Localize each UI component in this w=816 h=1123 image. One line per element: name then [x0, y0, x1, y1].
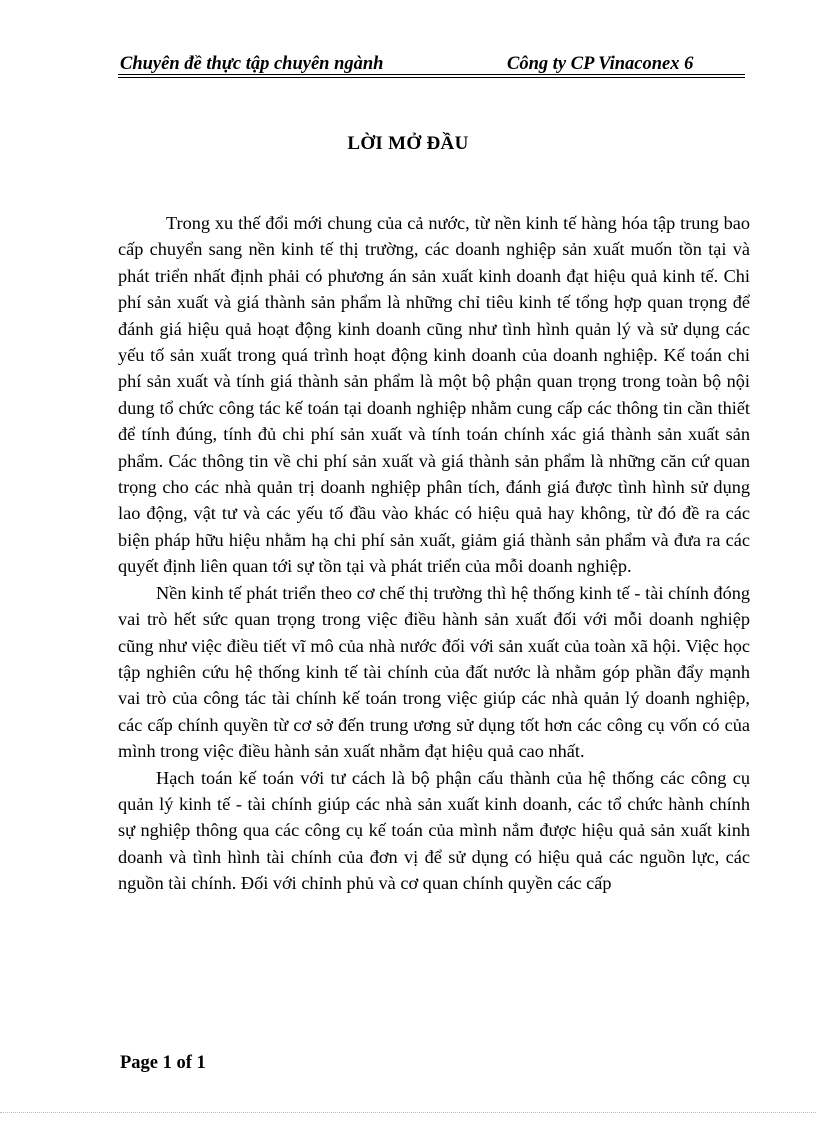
document-title: LỜI MỞ ĐẦU [347, 133, 469, 154]
header-rule-top [118, 74, 745, 75]
paragraph-1: Trong xu thế đổi mới chung của cả nước, từ nền kinh tế hàng hóa tập trung bao cấp chuyển sang nền kinh tế thị trường, các doanh nghiệp sản xuất muốn tồn tại và phát triển nhất định phải có phương án sản xuất kinh doanh đạt hiệu quả kinh tế. Chi phí sản xuất và giá thành sản phẩm là những chỉ tiêu kinh tế tổng hợp quan trọng để đánh giá hiệu quả hoạt động kinh doanh cũng như tình hình quản lý và sử dụng các yếu tố sản xuất trong quá trình hoạt động kinh doanh của doanh nghiệp. Kế toán chi phí sản xuất và tính giá thành sản phẩm là một bộ phận quan trọng trong toàn bộ nội dung tổ chức công tác kế toán tại doanh nghiệp nhằm cung cấp các thông tin cần thiết để tính đúng, tính đủ chi phí sản xuất và tính toán chính xác giá thành sản xuất sản phẩm. Các thông tin về chi phí sản xuất và giá thành sản phẩm là những căn cứ quan trọng cho các nhà quản trị doanh nghiệp phân tích, đánh giá được tình hình sử dụng lao động, vật tư và các yếu tố đầu vào khác có hiệu quả hay không, từ đó đề ra các biện pháp hữu hiệu nhằm hạ chi phí sản xuất, giảm giá thành sản phẩm và đưa ra các quyết định liên quan tới sự tồn tại và phát triển của mỗi doanh nghiệp. [118, 213, 750, 577]
page-header [118, 52, 745, 76]
page-bottom-dotted-rule [0, 1112, 816, 1113]
header-rule-bottom [118, 77, 745, 78]
header-company-name: Công ty CP Vinaconex 6 [507, 54, 694, 74]
page-number: Page 1 of 1 [120, 1053, 206, 1073]
paragraph-3: Hạch toán kế toán với tư cách là bộ phận cấu thành của hệ thống các công cụ quản lý kinh tế - tài chính giúp các nhà sản xuất kinh doanh, các tổ chức hành chính sự nghiệp thông qua các công cụ kế toán của mình nắm được hiệu quả sản xuất kinh doanh và tình hình tài chính của đơn vị để sử dụng có hiệu quả các nguồn lực, các nguồn tài chính. Đối với chỉnh phủ và cơ quan chính quyền các cấp [118, 767, 750, 894]
header-report-title: Chuyên đề thực tập chuyên ngành [120, 54, 384, 74]
document-body [118, 210, 750, 897]
paragraph-2: Nền kinh tế phát triển theo cơ chế thị trường thì hệ thống kinh tế - tài chính đóng vai trò hết sức quan trọng trong việc điều hành sản xuất đối với mỗi doanh nghiệp cũng như việc điều tiết vĩ mô của nhà nước đối với sản xuất của toàn xã hội. Việc học tập nghiên cứu hệ thống kinh tế tài chính của đất nước là nhằm góp phần đẩy mạnh vai trò của công tác tài chính kế toán trong việc giúp các nhà quản lý doanh nghiệp, các cấp chính quyền từ cơ sở đến trung ương sử dụng tốt hơn các công cụ vốn có của mình trong việc điều hành sản xuất nhằm đạt hiệu quả cao nhất. [118, 582, 750, 762]
